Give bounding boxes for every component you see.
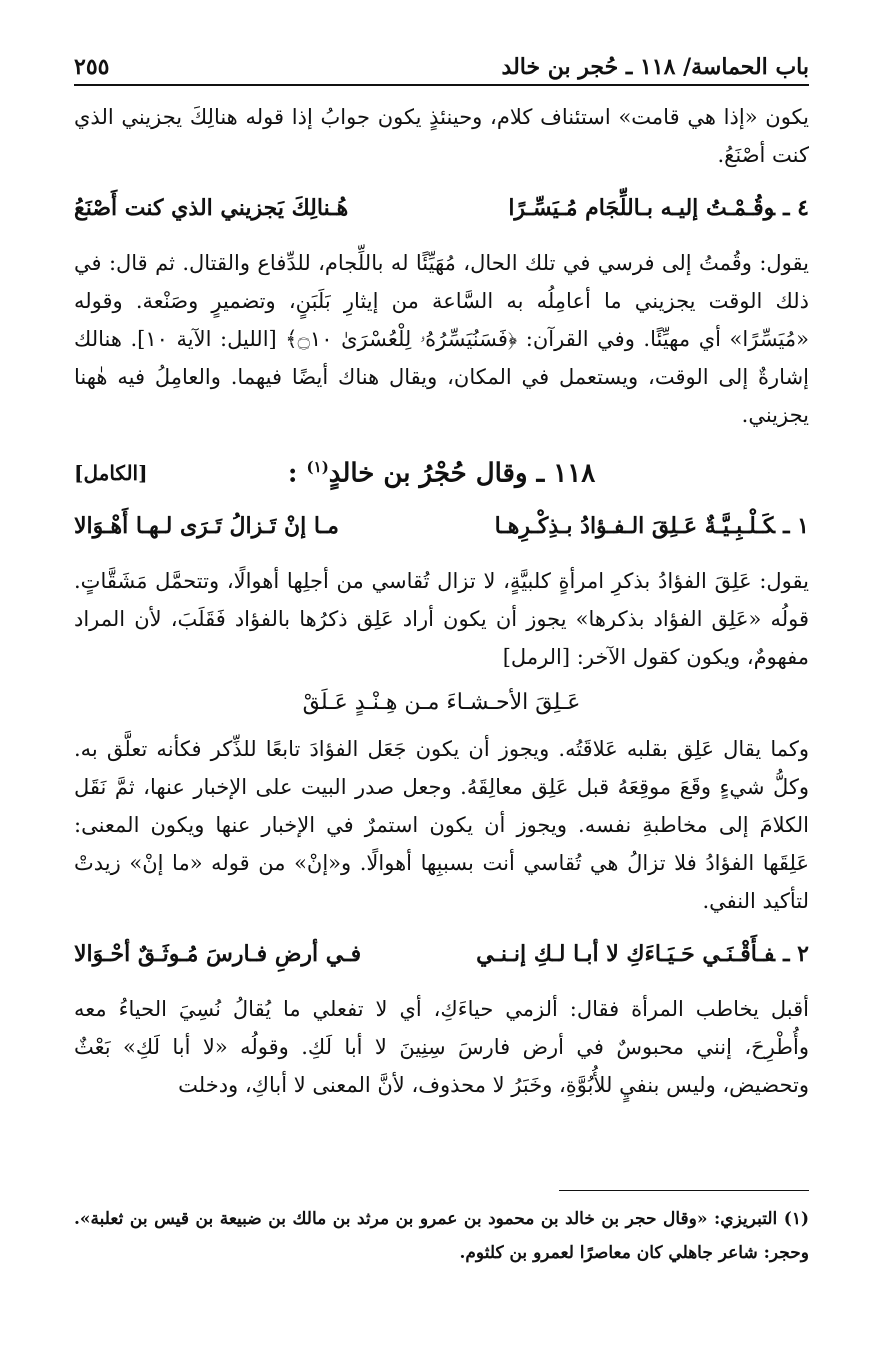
commentary-verse-4: يقول: وقُمتُ إلى فرسي في تلك الحال، مُهَيِّئًا له باللِّجام، للدِّفاع والقتال. ثم قال: في ذلك الوقت يجزيني ما أعامِلُه به السَّاعة من إيثارِ بَلَبَنٍ، وتضميرٍ وصَنْعة. وقوله «مُيَسِّرًا» أي مهيِّئًا. وفي القرآن: ﴿فَسَنُيَسِّرُهُۥ لِلْعُسْرَىٰ ۝١٠﴾ [الليل: الآية ١٠]. هنالك إشارةٌ إلى الوقت، ويستعمل في المكان، ويقال هناك أيضًا فيهما. والعامِلُ فيه هٰهنا يجزيني. xyxy=(74,251,809,427)
poem-title-text: ١١٨ ـ وقال حُجْرُ بن خالدٍ xyxy=(328,458,596,489)
verse-1-second-hemistich: مـا إنْ تَـزالُ تَـرَى لـهـا أَهْـوَالا xyxy=(74,513,339,539)
verse-4-second-hemistich: هُـنالِكَ يَجزيني الذي كنت أَصْنَعُ xyxy=(74,195,349,221)
running-title: باب الحماسة/ ١١٨ ـ حُجر بن خالد xyxy=(501,54,809,80)
verse-2-first-text: فـأَقْـنَـي حَـيَـاءَكِ لا أبـا لـكِ إنـنـي xyxy=(476,941,776,967)
meter-label: [الكامل] xyxy=(74,461,148,485)
page-number: ٢٥٥ xyxy=(74,54,110,80)
verse-4-first-text: وقُـمْـتُ إليـه بـاللِّجَام مُـيَسِّـرًا xyxy=(508,195,776,221)
commentary-verse-2: أقبل يخاطب المرأة فقال: ألزمي حياءَكِ، أي لا تفعلي ما يُقالُ نُسِيَ الحياءُ معه وأُطْرِحَ، إنني محبوسٌ في أرض فارسَ سِنِينَ لا أبا لَكِ. وقولُه «لا أبا لَكِ» بَعْثٌ وتحضيض، وليس بنفيٍ للأُبُوَّةِ، وخَبَرُ لا محذوف، لأنَّ المعنى لا أباكِ، ودخلت xyxy=(74,997,809,1097)
verse-4 xyxy=(74,188,809,228)
poem-heading xyxy=(74,448,809,492)
poem-title-colon: : xyxy=(287,458,298,489)
verse-2-number: ٢ ـ xyxy=(783,941,809,967)
footnote xyxy=(74,1202,809,1270)
poem-title xyxy=(288,448,595,493)
page-body xyxy=(74,98,809,1104)
verse-1-first-text: كَـلْـبِـيَّـةٌ عَـلِقَ الـفـؤادُ بـذِكْـرِهـا xyxy=(494,513,776,539)
footnote-ref[interactable]: (١) xyxy=(306,458,329,476)
verse-2 xyxy=(74,934,809,974)
verse-4-first-hemistich xyxy=(508,188,809,228)
intro-paragraph: يكون «إذا هي قامت» استئناف كلام، وحينئذٍ يكون جوابُ إذا قوله هنالِكَ يجزيني الذي كنت أصْنَعُ. xyxy=(74,105,809,167)
footnote-number: (١) xyxy=(783,1209,809,1229)
verse-2-first-hemistich xyxy=(476,934,809,974)
footnote-text: التبريزي: «وقال حجر بن خالد بن محمود بن عمرو بن مرثد بن مالك بن ضبيعة بن قيس بن ثعلبة». وحجر: شاعر جاهلي كان معاصرًا لعمرو بن كلثوم. xyxy=(74,1209,809,1263)
footnote-divider xyxy=(559,1190,809,1191)
running-header xyxy=(74,40,809,86)
verse-1 xyxy=(74,506,809,546)
quoted-line: عَـلِقَ الأحـشـاءَ مـن هِـنْـدٍ عَـلَقْ xyxy=(302,690,581,715)
commentary-verse-1b: وكما يقال عَلِق بقلبه عَلاقَتُه. ويجوز أن يكون جَعَل الفؤادَ تابعًا للذِّكر فكأنه تعلَّق به. وكلُّ شيءٍ وقَعَ موقِعَهُ قبل عَلِق معالِقَهُ. وجعل صدر البيت على الإخبار عنها، ثمَّ نَقَل الكلامَ إلى مخاطبةِ نفسه. ويجوز أن يكون استمرٌ في الإخبار عنها ويكون المعنى: عَلِقَها الفؤادُ فلا تزالُ هي تُقاسي أنت بسببِها أهوالًا. و«إنْ» من قوله «ما إنْ» زيدتْ لتأكيد النفي. xyxy=(74,737,809,913)
verse-2-second-hemistich: فـي أرضِ فـارسَ مُـوثَـقٌ أحْـوَالا xyxy=(74,941,362,967)
verse-4-number: ٤ ـ xyxy=(783,195,809,221)
commentary-verse-1a: يقول: عَلِقَ الفؤادُ بذكرِ امرأةٍ كلبيَّةٍ، لا تزال تُقاسي من أجلِها أهوالًا، وتتحمَّل مَشَقَّاتٍ. قولُه «عَلِق الفؤاد بذكرها» يجوز أن يكون أراد عَلِق ذكرُها بالفؤاد فَقَلَبَ، لأن المراد مفهومٌ، ويكون كقول الآخر: [الرمل] xyxy=(74,569,809,669)
verse-1-first-hemistich xyxy=(495,506,809,546)
verse-1-number: ١ ـ xyxy=(783,513,809,539)
